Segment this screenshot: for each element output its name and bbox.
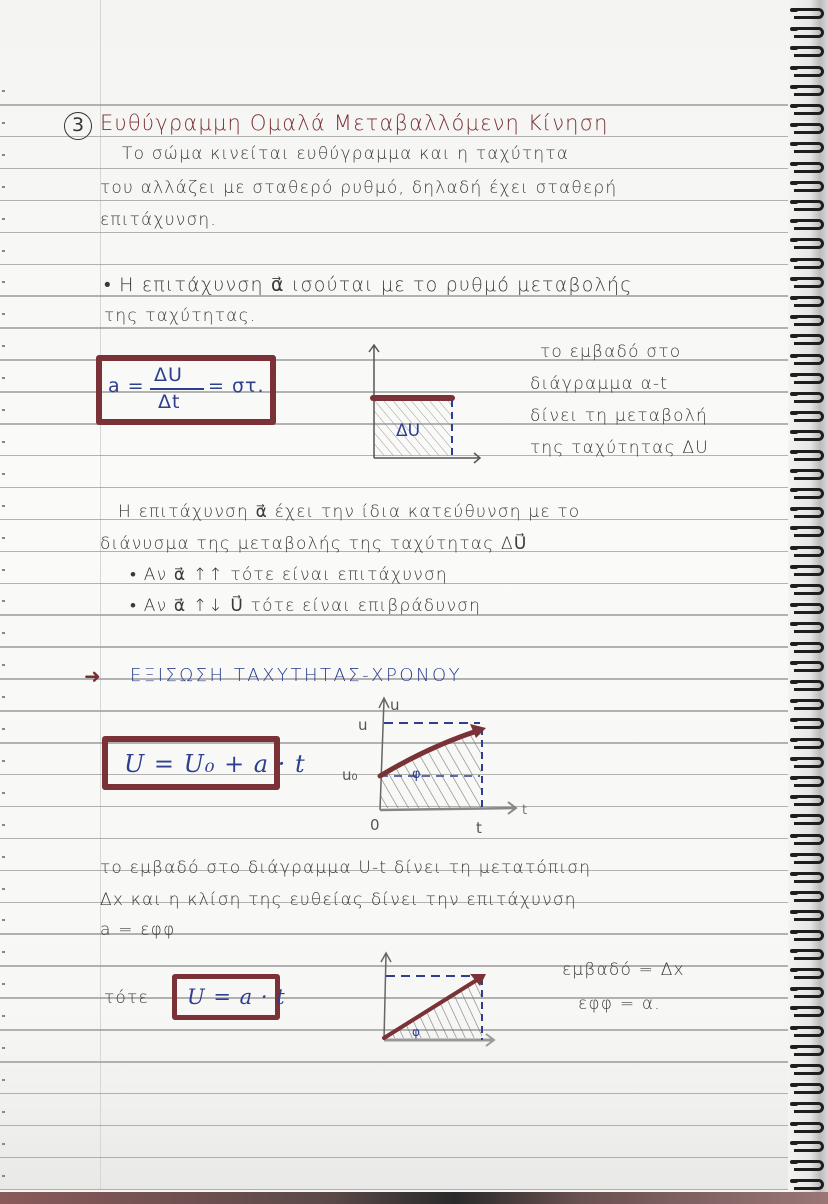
special-note-area: εμβαδό = Δx bbox=[562, 960, 685, 980]
direction-line-2: διάνυσμα της μεταβολής της ταχύτητας ΔU⃗ bbox=[100, 534, 528, 554]
bullet-acceleration-line-1: • Η επιτάχυνση α⃗ ισούται με το ρυθμό μεταβολής bbox=[104, 274, 633, 296]
spiral-coil bbox=[794, 930, 824, 941]
ruled-line bbox=[0, 136, 790, 138]
spiral-coil bbox=[794, 411, 824, 422]
margin-dot bbox=[2, 1015, 5, 1017]
spiral-coil bbox=[794, 546, 824, 557]
margin-dot bbox=[2, 951, 5, 953]
x-axis-label: t bbox=[522, 803, 528, 818]
spiral-coil bbox=[794, 1179, 824, 1190]
section-number: 3 bbox=[64, 112, 92, 140]
spiral-coil bbox=[794, 1083, 824, 1094]
spiral-coil bbox=[794, 200, 824, 211]
ruled-line bbox=[0, 646, 790, 648]
intro-line-3: επιτάχυνση. bbox=[100, 210, 217, 230]
spiral-coil bbox=[794, 910, 824, 921]
margin-dot bbox=[2, 154, 5, 156]
spiral-coil bbox=[794, 565, 824, 576]
area-note-line-1: το εμβαδό στο διάγραμμα U-t δίνει τη μετατόπιση bbox=[100, 858, 592, 878]
spiral-coil bbox=[794, 392, 824, 403]
margin-dot bbox=[2, 632, 5, 634]
area-label: ΔU bbox=[396, 421, 421, 441]
spiral-coil bbox=[794, 1064, 824, 1075]
formula-denominator: Δt bbox=[158, 391, 181, 413]
ruled-line bbox=[0, 1157, 790, 1159]
margin-dot bbox=[2, 186, 5, 188]
heading-velocity-time: ΕΞΙΣΩΣΗ ΤΑΧΥΤΗΤΑΣ-ΧΡΟΝΟΥ bbox=[130, 665, 463, 686]
ruled-line bbox=[0, 264, 790, 266]
spiral-coil bbox=[794, 104, 824, 115]
margin-dot bbox=[2, 856, 5, 858]
spiral-coil bbox=[794, 757, 824, 768]
spiral-coil bbox=[794, 968, 824, 979]
formula-numerator: ΔU bbox=[154, 364, 183, 386]
margin-dot bbox=[2, 1143, 5, 1145]
direction-line-1: Η επιτάχυνση α⃗ έχει την ίδια κατεύθυνση με το bbox=[118, 502, 581, 522]
spiral-coil bbox=[794, 488, 824, 499]
intro-line-2: του αλλάζει με σταθερό ρυθμό, δηλαδή έχει σταθερή bbox=[100, 178, 618, 198]
spiral-coil bbox=[794, 718, 824, 729]
y-top-label: u bbox=[358, 716, 368, 734]
spiral-coil bbox=[794, 142, 824, 153]
spiral-coil bbox=[794, 680, 824, 691]
margin-dot bbox=[2, 760, 5, 762]
angle-label: φ bbox=[412, 767, 421, 782]
ruled-line bbox=[0, 1061, 790, 1063]
intro-line-1: Το σώμα κινείται ευθύγραμμα και η ταχύτητα bbox=[122, 144, 570, 164]
fraction-bar bbox=[150, 388, 204, 390]
ruled-line bbox=[0, 104, 790, 106]
spiral-coil bbox=[794, 46, 824, 57]
spiral-coil bbox=[794, 949, 824, 960]
spiral-coil bbox=[794, 1006, 824, 1017]
spiral-coil bbox=[794, 776, 824, 787]
margin-dot bbox=[2, 409, 5, 411]
spiral-coil bbox=[794, 1141, 824, 1152]
spiral-coil bbox=[794, 258, 824, 269]
formula-velocity: U = U₀ + a · t bbox=[124, 750, 306, 778]
spiral-coil bbox=[794, 219, 824, 230]
origin-label: 0 bbox=[370, 816, 380, 834]
formula-acceleration-box bbox=[96, 355, 276, 425]
ruled-line bbox=[0, 1189, 790, 1191]
spiral-coil bbox=[794, 450, 824, 461]
spiral-coil bbox=[794, 987, 824, 998]
special-case-prefix: τότε bbox=[104, 988, 149, 1008]
margin-dot bbox=[2, 441, 5, 443]
case-acceleration: • Αν α⃗ ↑↑ τότε είναι επιτάχυνση bbox=[130, 565, 448, 585]
spiral-coil bbox=[794, 315, 824, 326]
margin-dot bbox=[2, 281, 5, 283]
spiral-coil bbox=[794, 661, 824, 672]
spiral-coil bbox=[794, 8, 824, 19]
margin-dot bbox=[2, 537, 5, 539]
margin-dot bbox=[2, 888, 5, 890]
margin-dot bbox=[2, 824, 5, 826]
spiral-coil bbox=[794, 584, 824, 595]
spiral-coil bbox=[794, 603, 824, 614]
margin-dot bbox=[2, 218, 5, 220]
x-tick-label: t bbox=[476, 819, 482, 837]
velocity-time-zero-diagram bbox=[370, 948, 510, 1048]
spiral-coil bbox=[794, 795, 824, 806]
spiral-coil bbox=[794, 85, 824, 96]
at-note-line-1: το εμβαδό στο bbox=[540, 342, 682, 362]
spiral-coil bbox=[794, 27, 824, 38]
spiral-coil bbox=[794, 507, 824, 518]
section-title: Ευθύγραμμη Ομαλά Μεταβαλλόμενη Κίνηση bbox=[100, 111, 609, 135]
spiral-coil bbox=[794, 814, 824, 825]
spiral-coil bbox=[794, 738, 824, 749]
spiral-coil bbox=[794, 430, 824, 441]
margin-dot bbox=[2, 1079, 5, 1081]
margin-dot bbox=[2, 1175, 5, 1177]
area-note-line-3: a = εφφ bbox=[100, 920, 176, 940]
special-note-slope: εφφ = α. bbox=[578, 994, 661, 1014]
spiral-coil bbox=[794, 1160, 824, 1171]
margin-dot bbox=[2, 313, 5, 315]
spiral-coil bbox=[794, 1045, 824, 1056]
spiral-coil bbox=[794, 354, 824, 365]
angle-label-zero: φ bbox=[412, 1025, 420, 1039]
spiral-coil bbox=[794, 162, 824, 173]
spiral-coil bbox=[794, 469, 824, 480]
spiral-coil bbox=[794, 872, 824, 883]
margin-dot bbox=[2, 90, 5, 92]
margin-dot bbox=[2, 1047, 5, 1049]
spiral-coil bbox=[794, 699, 824, 710]
formula-zero-start-box bbox=[172, 974, 286, 1020]
at-note-line-3: δίνει τη μεταβολή bbox=[530, 406, 708, 426]
spiral-coil bbox=[794, 123, 824, 134]
spiral-coil bbox=[794, 296, 824, 307]
y-start-label: u₀ bbox=[342, 766, 358, 784]
margin-dot bbox=[2, 377, 5, 379]
spiral-coil bbox=[794, 526, 824, 537]
formula-rhs: = στ. bbox=[208, 375, 265, 397]
case-deceleration: • Αν α⃗ ↑↓ U⃗ τότε είναι επιβράδυνση bbox=[130, 596, 482, 616]
margin-dot bbox=[2, 696, 5, 698]
margin-dot bbox=[2, 983, 5, 985]
spiral-coil bbox=[794, 1122, 824, 1133]
desk-surface bbox=[0, 1192, 828, 1204]
margin-dot bbox=[2, 345, 5, 347]
spiral-coil bbox=[794, 891, 824, 902]
acceleration-time-diagram bbox=[360, 340, 490, 470]
formula-zero-start: U = a · t bbox=[187, 985, 286, 1009]
spiral-coil bbox=[794, 277, 824, 288]
margin-dot bbox=[2, 569, 5, 571]
margin-dot bbox=[2, 919, 5, 921]
spiral-coil bbox=[794, 373, 824, 384]
spiral-coil bbox=[794, 334, 824, 345]
ruled-line bbox=[0, 327, 790, 329]
margin-dot bbox=[2, 122, 5, 124]
margin-dot bbox=[2, 1111, 5, 1113]
formula-velocity-box bbox=[102, 736, 306, 790]
heading-arrow-icon: ➜ bbox=[84, 664, 102, 688]
spiral-coil bbox=[794, 1026, 824, 1037]
velocity-time-diagram bbox=[340, 690, 560, 840]
spiral-binding bbox=[788, 0, 828, 1192]
spiral-coil bbox=[794, 1102, 824, 1113]
spiral-coil bbox=[794, 834, 824, 845]
bullet-acceleration-line-2: της ταχύτητας. bbox=[104, 306, 257, 326]
margin-dot bbox=[2, 728, 5, 730]
ruled-line bbox=[0, 232, 790, 234]
spiral-coil bbox=[794, 622, 824, 633]
ruled-line bbox=[0, 200, 790, 202]
formula-lhs: a = bbox=[108, 375, 145, 397]
spiral-coil bbox=[794, 642, 824, 653]
at-note-line-4: της ταχύτητας ΔU bbox=[530, 438, 709, 458]
spiral-coil bbox=[794, 853, 824, 864]
margin-dot bbox=[2, 473, 5, 475]
margin-dot bbox=[2, 792, 5, 794]
ruled-line bbox=[0, 1125, 790, 1127]
ruled-line bbox=[0, 1093, 790, 1095]
margin-dot bbox=[2, 600, 5, 602]
margin-dot bbox=[2, 250, 5, 252]
area-note-line-2: Δx και η κλίση της ευθείας δίνει την επιτάχυνση bbox=[100, 890, 577, 910]
at-note-line-2: διάγραμμα α-t bbox=[530, 374, 669, 394]
spiral-coil bbox=[794, 66, 824, 77]
ruled-line bbox=[0, 487, 790, 489]
margin-dot bbox=[2, 505, 5, 507]
spiral-coil bbox=[794, 181, 824, 192]
y-axis-label: u bbox=[390, 696, 400, 714]
spiral-coil bbox=[794, 238, 824, 249]
ruled-line bbox=[0, 168, 790, 170]
margin-dot bbox=[2, 664, 5, 666]
